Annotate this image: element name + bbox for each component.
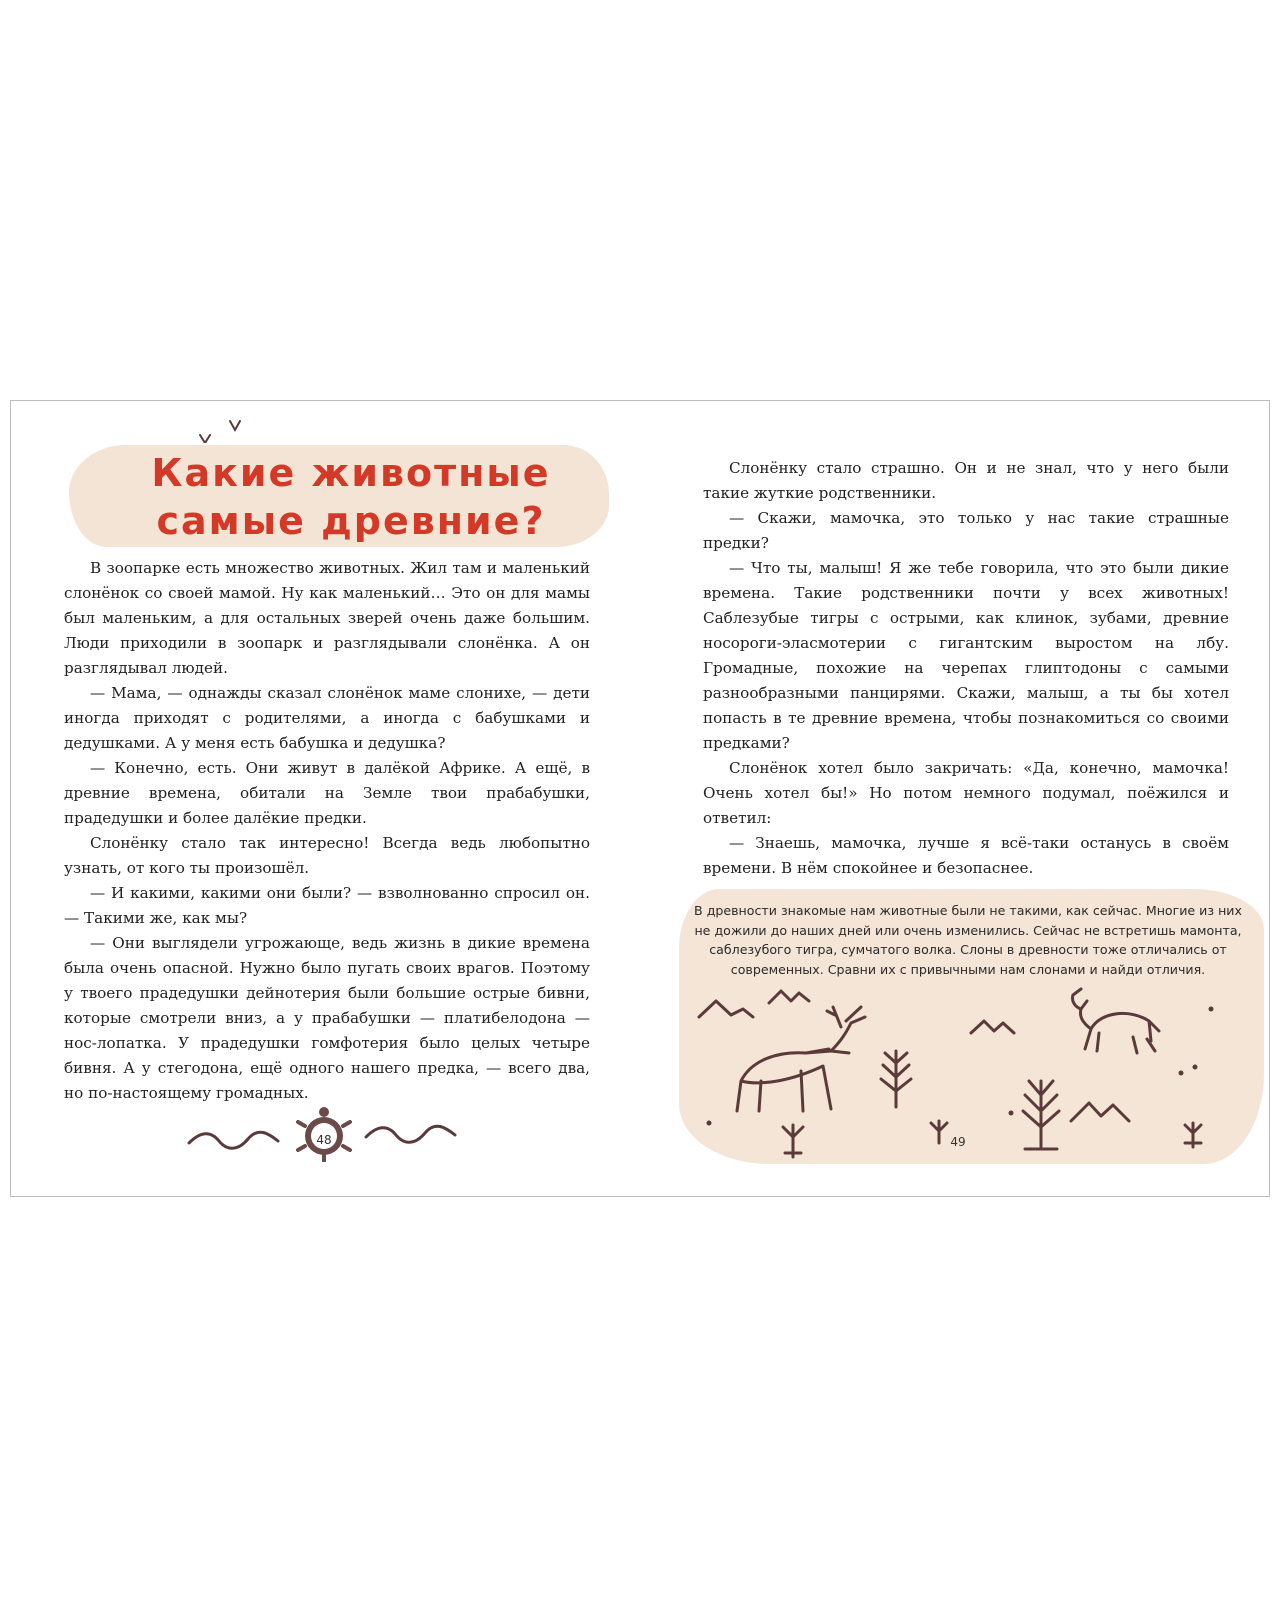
paragraph: В зоопарке есть множество животных. Жил там и маленький слонёнок со своей мамой. Ну как маленький… Это он для мамы был маленьким, а для остальных зверей очень даже большим. Люди приходили в зоопарк и разглядывали слонёнка. А он разглядывал людей. bbox=[64, 559, 590, 677]
title-line-2: самые древние? bbox=[156, 499, 546, 543]
title-line-1: Какие животные bbox=[151, 451, 551, 495]
mountain-drawing bbox=[769, 991, 809, 1003]
mountain-drawing bbox=[699, 1001, 753, 1017]
tree-drawing bbox=[783, 1125, 803, 1157]
right-body-text bbox=[703, 456, 1229, 881]
goat-drawing bbox=[1072, 989, 1159, 1053]
paragraph: — Конечно, есть. Они живут в далёкой Африке. А ещё, в древние времена, обитали на Земле твои прабабушки, прадедушки и более далёкие предки. bbox=[64, 759, 590, 827]
mountain-drawing bbox=[1071, 1103, 1129, 1121]
wave-line-right bbox=[363, 1123, 458, 1147]
wave-line-left bbox=[186, 1129, 281, 1153]
paragraph: — Скажи, мамочка, это только у нас такие страшные предки? bbox=[703, 509, 1229, 552]
right-page bbox=[641, 401, 1271, 1196]
tree-drawing bbox=[881, 1051, 911, 1107]
left-page bbox=[11, 401, 641, 1196]
mountain-drawing bbox=[971, 1021, 1014, 1033]
book-spread bbox=[10, 400, 1270, 1197]
paragraph: — Что ты, малыш! Я же тебе говорила, что это были дикие времена. Такие родственники почти у всех животных! Саблезубые тигры с острыми, как клинок, зубами, древние носороги-эласмотерии с гигантским выростом на лбу. Громадные, похожие на черепах глиптодоны с самыми разнообразными панцирями. Скажи, малыш, а ты бы хотел попасть в те древние времена, чтобы познакомиться со своими предками? bbox=[703, 559, 1229, 752]
info-box-text: В древности знакомые нам животные были не такими, как сейчас. Многие из них не дожили до наших дней или очень изменились. Сейчас не встретишь мамонта, саблезубого тигра, сумчатого волка. Слоны в древности тоже отличались от современных. Сравни их с привычными нам слонами и найди отличия. bbox=[694, 903, 1242, 977]
paragraph: Слонёнку стало так интересно! Всегда ведь любопытно узнать, от кого ты произошёл. bbox=[64, 834, 590, 877]
page-title bbox=[81, 445, 621, 545]
page-number-left: 48 bbox=[316, 1133, 332, 1147]
tree-drawing bbox=[931, 1121, 947, 1143]
paragraph: Слонёнок хотел было закричать: «Да, конечно, мамочка! Очень хотел бы!» Но потом немного подумал, поёжился и ответил: bbox=[703, 759, 1229, 827]
paragraph: — Мама, — однажды сказал слонёнок маме слонихе, — дети иногда приходят с родителями, а иногда с бабушками и дедушками. А у меня есть бабушка и дедушка? bbox=[64, 684, 590, 752]
tree-drawing bbox=[1185, 1123, 1201, 1147]
tree-drawing bbox=[1023, 1081, 1059, 1149]
deer-drawing bbox=[737, 1007, 865, 1111]
paragraph: — Они выглядели угрожающе, ведь жизнь в дикие времена была очень опасной. Нужно было пугать своих врагов. Поэтому у твоего прадедушки дейнотерия были большие острые бивни, которые смотрели вниз, а у прабабушки — платибелодона — нос-лопатка. У прадедушки гомфотерия было целых четыре бивня. А у стегодона, ещё одного нашего предка, — всего два, но по-настоящему громадных. bbox=[64, 934, 590, 1102]
paragraph: — Знаешь, мамочка, лучше я всё-таки останусь в своём времени. В нём спокойнее и безопаснее. bbox=[703, 834, 1229, 877]
paragraph: — И какими, какими они были? — взволнованно спросил он. — Такими же, как мы? bbox=[64, 884, 590, 927]
left-body-text bbox=[64, 556, 590, 1106]
bird-marks-icon bbox=[196, 413, 256, 443]
cave-drawings bbox=[681, 971, 1261, 1161]
paragraph: Слонёнку стало страшно. Он и не знал, что у него были такие жуткие родственники. bbox=[703, 459, 1229, 502]
page-number-right: 49 bbox=[950, 1135, 966, 1149]
